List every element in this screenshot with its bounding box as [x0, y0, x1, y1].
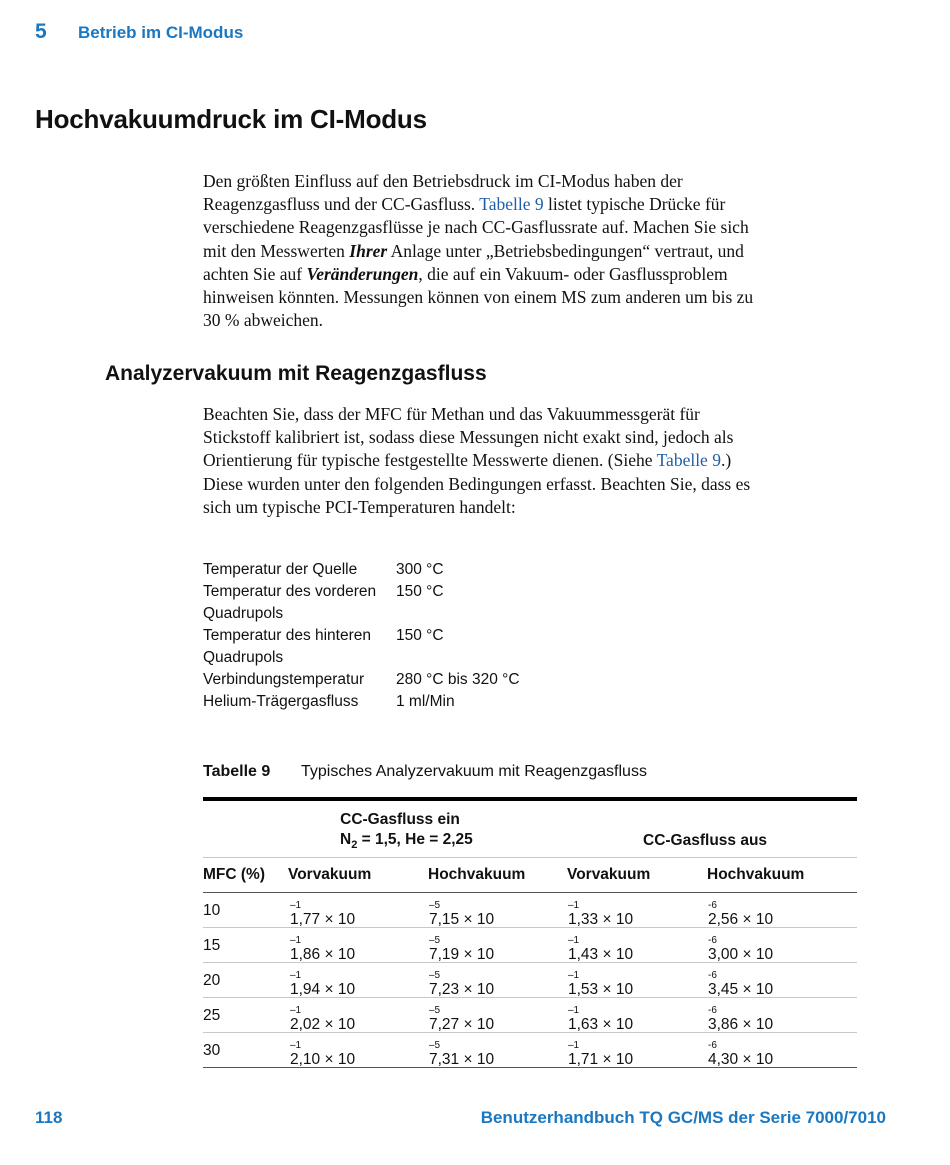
cell-hochvakuum-on: 7,15 × 10 $^{-5}$: [429, 900, 495, 928]
condition-label-line-1: Temperatur des vorderen: [203, 583, 377, 600]
group-header-rest: = 1,5, He = 2,25: [357, 831, 473, 848]
manual-title: Benutzerhandbuch TQ GC/MS der Serie 7000/7010: [480, 1108, 886, 1127]
intro-line-5-a: achten Sie auf: [203, 263, 307, 284]
intro-line-2-b: listet typische Drücke für: [543, 194, 726, 215]
cell-mfc: 15: [203, 937, 221, 954]
condition-label: Helium-Trägergasfluss: [203, 693, 359, 710]
condition-value: 1 ml/Min: [396, 693, 455, 710]
cell-hochvakuum-off: 3,45 × 10 $^{-6}$: [708, 970, 774, 998]
condition-label: [203, 625, 396, 669]
cell-hochvakuum-on: 7,19 × 10 $^{-5}$: [429, 935, 495, 963]
body-line-1: Beachten Sie, dass der MFC für Methan und das Vakuummessgerät für: [203, 404, 700, 424]
cell-mfc: 30: [203, 1042, 221, 1059]
body-line-3-a: Orientierung für typische festgestellte Messwerte dienen. (Siehe: [203, 450, 657, 471]
body-line-3-b: .): [720, 450, 732, 471]
conditions-list: [203, 559, 703, 713]
group-header-cc-on-line-1: CC-Gasfluss ein: [340, 811, 460, 828]
chapter-title: Betrieb im CI-Modus: [78, 23, 244, 42]
intro-line-1: Den größten Einfluss auf den Betriebsdruck im CI-Modus haben der: [203, 171, 683, 191]
cell-hochvakuum-off: 3,86 × 10 $^{-6}$: [708, 1005, 774, 1033]
group-header-cc-off: CC-Gasfluss aus: [643, 832, 768, 849]
column-header-hochvakuum-off: Hochvakuum: [707, 866, 805, 883]
table-9-link[interactable]: Tabelle 9: [479, 194, 544, 215]
intro-line-3: verschiedene Reagenzgasflüsse je nach CC-Gasflussrate auf. Machen Sie sich: [203, 217, 749, 238]
body-line-4: Diese wurden unter den folgenden Bedingungen erfasst. Beachten Sie, dass es: [203, 473, 751, 494]
condition-label: Temperatur der Quelle: [203, 561, 358, 578]
table-row: [203, 998, 857, 1033]
cell-hochvakuum-on: 7,27 × 10 $^{-5}$: [429, 1005, 495, 1033]
group-header-cc-on-line-2: [340, 830, 473, 851]
subsection-title: Analyzervakuum mit Reagenzgasfluss: [105, 362, 487, 385]
intro-emphasis-ihrer: Ihrer: [349, 240, 388, 261]
cell-hochvakuum-on: 7,31 × 10 $^{-5}$: [429, 1040, 495, 1068]
condition-label-line-1: Temperatur des hinteren: [203, 627, 372, 644]
cell-hochvakuum-on: 7,23 × 10 $^{-5}$: [429, 970, 495, 998]
body-paragraph: [203, 403, 893, 519]
condition-label: Verbindungstemperatur: [203, 671, 365, 688]
body-line-2: Stickstoff kalibriert ist, sodass diese Messungen nicht exakt sind, jedoch als: [203, 427, 734, 448]
condition-row: [203, 691, 703, 713]
intro-line-4: [203, 240, 893, 263]
table-column-header: [203, 858, 857, 893]
intro-line-5-b: , die auf ein Vakuum- oder Gasflussproblem: [418, 263, 728, 284]
group-header-n: N: [340, 831, 352, 848]
cell-hochvakuum-off: 2,56 × 10 $^{-6}$: [708, 900, 774, 928]
table-group-header: [203, 801, 857, 858]
cell-vorvakuum-off: 1,33 × 10 $^{-1}$: [568, 900, 634, 928]
condition-row: [203, 581, 703, 625]
condition-row: [203, 559, 703, 581]
cell-vorvakuum-off: 1,63 × 10 $^{-1}$: [568, 1005, 634, 1033]
column-header-hochvakuum-on: Hochvakuum: [428, 866, 526, 883]
condition-row: [203, 669, 703, 691]
page-number: 118: [35, 1108, 63, 1127]
intro-line-6: hinweisen könnten. Messungen können von einem MS zum anderen um bis zu: [203, 287, 754, 308]
table-caption-label: Tabelle 9: [203, 763, 271, 780]
intro-line-2-a: Reagenzgasfluss und der CC-Gasfluss.: [203, 194, 480, 215]
intro-paragraph: [203, 170, 893, 332]
group-header-sub: 2: [351, 839, 358, 851]
condition-row: [203, 625, 703, 669]
table-caption-text: Typisches Analyzervakuum mit Reagenzgasfluss: [301, 763, 647, 780]
intro-line-4-b: Anlage unter „Betriebsbedingungen“ vertraut, und: [387, 240, 744, 261]
cell-vorvakuum-off: 1,53 × 10 $^{-1}$: [568, 970, 634, 998]
column-header-mfc: MFC (%): [203, 866, 265, 883]
cell-mfc: 25: [203, 1007, 221, 1024]
condition-value: 280 °C bis 320 °C: [396, 671, 520, 688]
condition-label-line-2: Quadrupols: [203, 649, 284, 666]
condition-value: 150 °C: [396, 583, 444, 600]
cell-vorvakuum-on: 1,86 × 10 $^{-1}$: [290, 935, 356, 963]
column-header-vorvakuum-off: Vorvakuum: [567, 866, 651, 883]
intro-line-2: [203, 193, 893, 216]
vacuum-table: [203, 797, 857, 1068]
condition-value: 300 °C: [396, 561, 444, 578]
table-row: [203, 963, 857, 998]
condition-label-line-2: Quadrupols: [203, 605, 284, 622]
condition-label: [203, 581, 396, 625]
cell-hochvakuum-off: 4,30 × 10 $^{-6}$: [708, 1040, 774, 1068]
table-row: [203, 928, 857, 963]
body-line-5: sich um typische PCI-Temperaturen handelt:: [203, 496, 516, 517]
intro-line-7: 30 % abweichen.: [203, 310, 324, 331]
cell-vorvakuum-off: 1,43 × 10 $^{-1}$: [568, 935, 634, 963]
table-9-link-2[interactable]: Tabelle 9: [656, 450, 721, 471]
table-row: [203, 1033, 857, 1068]
cell-mfc: 20: [203, 972, 221, 989]
cell-vorvakuum-on: 2,10 × 10 $^{-1}$: [290, 1040, 356, 1068]
cell-vorvakuum-on: 1,94 × 10 $^{-1}$: [290, 970, 356, 998]
intro-line-5: [203, 263, 893, 286]
intro-line-4-a: mit den Messwerten: [203, 240, 350, 261]
column-header-vorvakuum-on: Vorvakuum: [288, 866, 372, 883]
cell-vorvakuum-on: 2,02 × 10 $^{-1}$: [290, 1005, 356, 1033]
chapter-number: 5: [35, 20, 47, 43]
cell-vorvakuum-off: 1,71 × 10 $^{-1}$: [568, 1040, 634, 1068]
cell-hochvakuum-off: 3,00 × 10 $^{-6}$: [708, 935, 774, 963]
section-title: Hochvakuumdruck im CI-Modus: [35, 104, 427, 134]
table-row: [203, 893, 857, 928]
cell-mfc: 10: [203, 902, 221, 919]
body-line-3: [203, 449, 893, 472]
table-caption: [203, 763, 647, 781]
group-header-cc-on: [340, 810, 473, 851]
intro-emphasis-veraenderungen: Veränderungen: [306, 263, 419, 284]
condition-value: 150 °C: [396, 627, 444, 644]
cell-vorvakuum-on: 1,77 × 10 $^{-1}$: [290, 900, 356, 928]
